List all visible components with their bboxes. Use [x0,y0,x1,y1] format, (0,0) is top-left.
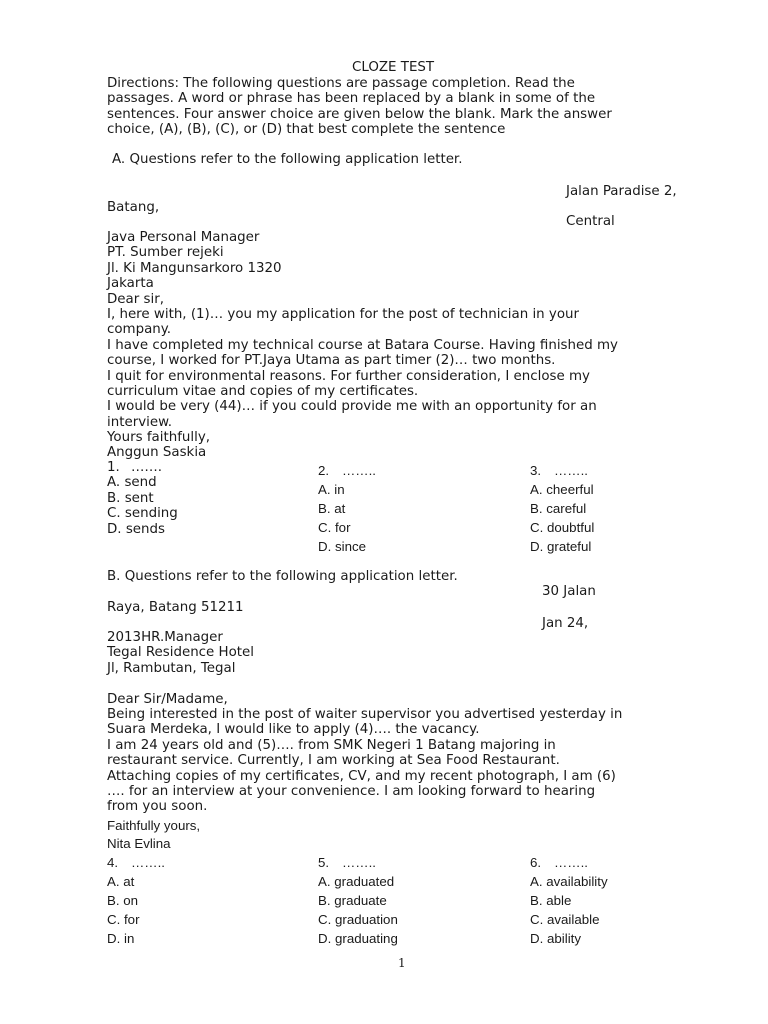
section-a-address-right-1: Jalan Paradise 2, [566,184,677,199]
question-blank: ……. [131,460,163,475]
section-a-heading: A. Questions refer to the following application letter. [112,152,463,167]
letter-line: PT. Sumber rejeki [107,245,224,261]
question-number: 6. [530,855,542,870]
answer-option[interactable]: A. at [107,874,135,889]
letter-line: I have completed my technical course at Batara Course. Having finished my [107,337,618,353]
letter-line: Suara Merdeka, I would like to apply (4)…. the vacancy. [107,722,480,738]
letter-line: I, here with, (1)… you my application for the post of technician in your [107,306,580,322]
section-a-address-left-1: Batang, [107,200,160,215]
answer-option[interactable]: D. in [107,931,135,946]
question-number-row [107,853,287,872]
letter-line: Attaching copies of my certificates, CV, and my recent photograph, I am (6) [107,768,616,784]
answer-option[interactable]: C. available [530,912,600,927]
letter-line: Jakarta [107,276,154,292]
question-blank: …….. [554,855,588,870]
directions-line: passages. A word or phrase has been replaced by a blank in some of the [107,91,596,107]
directions [107,76,707,138]
question-number: 1. [107,460,120,475]
letter-line: I would be very (44)… if you could provide me with an opportunity for an [107,399,597,415]
letter-line: Yours faithfully, [107,430,211,446]
answer-option[interactable]: B. able [530,893,572,908]
question-5 [318,853,498,948]
letter-line: I quit for environmental reasons. For further consideration, I enclose my [107,368,590,384]
letter-line: Java Personal Manager [107,230,260,245]
answer-option[interactable]: B. on [107,893,139,908]
section-a-letter [107,230,707,461]
signoff-name: Nita Evlina [107,836,171,851]
signoff-line: Faithfully yours, [107,818,201,833]
answer-option[interactable]: A. cheerful [530,482,594,497]
letter-line: Dear sir, [107,291,164,307]
letter-line: interview. [107,414,173,430]
question-number-row [318,853,498,872]
section-b-address-left-1: Raya, Batang 51211 [107,600,244,615]
question-6 [530,853,710,948]
section-b-address-right-2: Jan 24, [542,616,589,631]
question-number-row [107,460,287,475]
page-title: CLOZE TEST [352,60,435,75]
answer-option[interactable]: A. graduated [318,874,395,889]
section-b-heading: B. Questions refer to the following application letter. [107,569,458,584]
letter-line: …. for an interview at your convenience. I am looking forward to hearing [107,783,596,799]
answer-option[interactable]: C. for [318,520,351,535]
answer-option[interactable]: C. sending [107,506,178,522]
question-number-row [530,853,710,872]
question-blank: …….. [131,855,165,870]
directions-line: choice, (A), (B), (C), or (D) that best complete the sentence [107,122,506,138]
letter-line: Jl, Rambutan, Tegal [107,660,236,676]
letter-line [107,676,707,691]
letter-line: curriculum vitae and copies of my certificates. [107,383,419,399]
answer-option[interactable]: D. sends [107,521,166,537]
answer-option[interactable]: D. ability [530,931,581,946]
answer-option[interactable]: C. graduation [318,912,398,927]
question-1 [107,460,287,537]
question-4 [107,853,287,948]
section-b-address-right-1: 30 Jalan [542,584,596,599]
answer-option[interactable]: B. graduate [318,893,387,908]
letter-line: from you soon. [107,799,208,815]
question-3 [530,461,710,556]
page-number: 1 [398,956,406,970]
answer-option[interactable]: D. grateful [530,539,592,554]
answer-option[interactable]: A. in [318,482,345,497]
letter-line: Anggun Saskia [107,445,207,461]
question-number: 4. [107,855,119,870]
letter-line: course, I worked for PT.Jaya Utama as part timer (2)… two months. [107,353,556,369]
letter-line: Tegal Residence Hotel [107,645,255,661]
question-blank: …….. [342,463,376,478]
letter-line: 2013HR.Manager [107,630,223,645]
question-blank: …….. [554,463,588,478]
section-b-signoff [107,817,200,853]
question-number: 5. [318,855,330,870]
answer-option[interactable]: A. send [107,475,157,491]
answer-option[interactable]: C. for [107,912,140,927]
answer-option[interactable]: C. doubtful [530,520,595,535]
question-2 [318,461,498,556]
question-number: 2. [318,463,330,478]
section-a-address-right-2: Central [566,214,615,229]
question-number: 3. [530,463,542,478]
letter-line: company. [107,322,172,338]
answer-option[interactable]: D. graduating [318,931,398,946]
letter-line: I am 24 years old and (5)…. from SMK Negeri 1 Batang majoring in [107,737,556,753]
letter-line: Dear Sir/Madame, [107,691,228,707]
letter-line: restaurant service. Currently, I am working at Sea Food Restaurant. [107,753,560,769]
question-blank: …….. [342,855,376,870]
question-number-row [530,461,710,480]
directions-line: sentences. Four answer choice are given below the blank. Mark the answer [107,106,612,122]
answer-option[interactable]: B. sent [107,490,154,506]
question-number-row [318,461,498,480]
answer-option[interactable]: B. at [318,501,346,516]
letter-line: Jl. Ki Mangunsarkoro 1320 [107,260,282,276]
directions-line: Directions: The following questions are passage completion. Read the [107,76,575,91]
answer-option[interactable]: D. since [318,539,367,554]
answer-option[interactable]: A. availability [530,874,608,889]
answer-option[interactable]: B. careful [530,501,587,516]
section-b-letter [107,630,707,815]
letter-line: Being interested in the post of waiter supervisor you advertised yesterday in [107,706,623,722]
